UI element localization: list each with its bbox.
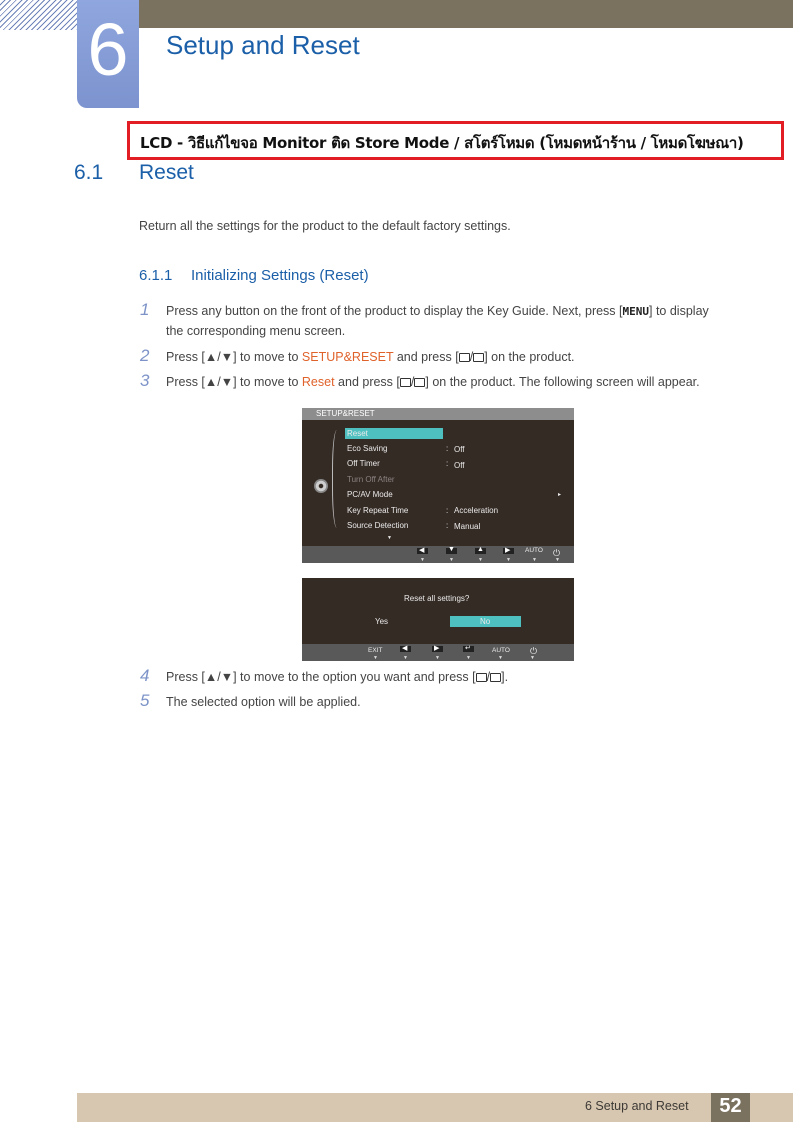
osd-menu-header-label: SETUP&RESET (316, 409, 375, 418)
arrow-down-icon: ▼ (403, 655, 408, 661)
arrow-down-icon: ▼ (373, 655, 378, 661)
arrow-down-icon: ▼ (555, 557, 560, 563)
corner-hatch (0, 0, 78, 30)
power-icon: ⏻ (530, 646, 538, 656)
down-button-icon: ▼ (446, 548, 457, 554)
source-button-icon (476, 673, 487, 682)
arrow-down-icon: ▼ (466, 655, 471, 661)
gear-icon (314, 479, 328, 493)
section-intro: Return all the settings for the product to the default factory settings. (139, 219, 511, 233)
step-text: the corresponding menu screen. (166, 324, 346, 338)
top-bar (78, 0, 793, 28)
no-option: No (480, 617, 491, 626)
osd-menu-item: Off Timer (347, 459, 380, 468)
step-text-part: / (486, 670, 491, 684)
osd-menu-item: Reset (347, 429, 368, 438)
yes-option: Yes (375, 617, 389, 626)
chapter-tab (77, 0, 139, 108)
arrow-down-icon: ▼ (498, 655, 503, 661)
source-button-icon (459, 353, 470, 362)
step-text-part: and press [ (334, 375, 400, 389)
page-number: 52 (719, 1095, 742, 1117)
step-text-part: Press [▲/▼] to move to the option you want and press [ (166, 670, 476, 684)
step-text-part: Press [▲/▼] to move to (166, 350, 302, 364)
chapter-title: Setup and Reset (166, 30, 360, 60)
step-number: 3 (140, 371, 150, 390)
step-text (166, 372, 700, 392)
power-icon: ⏻ (553, 548, 561, 558)
auto-button-label: AUTO (492, 647, 510, 654)
arrow-down-icon: ▼ (506, 557, 511, 563)
osd-menu-header (302, 408, 574, 420)
dialog-question: Reset all settings? (404, 594, 470, 603)
step-number: 1 (140, 300, 150, 319)
osd-menu-value: Manual (454, 522, 481, 531)
arrow-down-icon: ▼ (530, 655, 535, 661)
step-text-part: / (469, 350, 474, 364)
osd-colon: : (446, 521, 449, 530)
arrow-down-icon: ▼ (532, 557, 537, 563)
enter-button-icon (473, 353, 484, 362)
up-button-icon: ▲ (475, 548, 486, 554)
right-button-icon: ▶ (432, 646, 443, 652)
arrow-down-icon: ▼ (449, 557, 454, 563)
step-text-part: ] on the product. (484, 350, 575, 364)
chapter-number: 6 (87, 8, 129, 91)
enter-button-icon (414, 378, 425, 387)
osd-colon: : (446, 444, 449, 453)
osd-colon: : (446, 459, 449, 468)
step-text-part: and press [ (393, 350, 459, 364)
more-down-icon: ▼ (387, 535, 392, 541)
left-button-icon: ◀ (400, 646, 411, 652)
enter-button-icon: ↵ (463, 646, 474, 652)
arrow-down-icon: ▼ (435, 655, 440, 661)
highlight-term: Reset (301, 375, 335, 389)
step-text (166, 347, 575, 367)
left-button-icon: ◀ (417, 548, 428, 554)
source-button-icon (400, 378, 411, 387)
section-number: 6.1 (74, 161, 104, 184)
step-text (166, 667, 508, 687)
osd-colon: : (446, 506, 449, 515)
osd-menu-item: Eco Saving (347, 444, 388, 453)
osd-menu-value: Off (454, 445, 465, 454)
osd-reset-dialog (302, 578, 574, 661)
step-text (166, 301, 709, 322)
osd-menu-item-disabled: Turn Off After (347, 475, 395, 484)
step-text-part: Press [▲/▼] to move to (166, 375, 302, 389)
subsection-number: 6.1.1 (139, 267, 173, 284)
arrow-down-icon: ▼ (478, 557, 483, 563)
step-number: 4 (140, 666, 150, 685)
subsection-title: Initializing Settings (Reset) (191, 267, 369, 284)
osd-arc (332, 430, 344, 528)
right-button-icon: ▶ (503, 548, 514, 554)
step-text-part: / (410, 375, 415, 389)
step-text-part: ] on the product. The following screen will appear. (425, 375, 700, 389)
step-text-part: ]. (501, 670, 509, 684)
osd-menu-item: Source Detection (347, 521, 409, 530)
enter-button-icon (490, 673, 501, 682)
step-text: The selected option will be applied. (166, 695, 361, 709)
osd-menu-item: PC/AV Mode (347, 490, 393, 499)
auto-button-label: AUTO (525, 547, 543, 554)
step-text-part: Press any button on the front of the product to display the Key Guide. Next, press [ (166, 304, 623, 318)
section-title: Reset (139, 161, 194, 184)
step-number: 5 (140, 691, 150, 710)
submenu-arrow-icon: ▸ (558, 492, 562, 498)
osd-menu-item: Key Repeat Time (347, 506, 409, 515)
footer-label: 6 Setup and Reset (585, 1099, 689, 1113)
banner-text: LCD - วิธีแก้ไขจอ Monitor ติด Store Mode / สโตร์โหมด (โหมดหน้าร้าน / โหมดโฆษณา) (140, 134, 744, 152)
highlight-term: SETUP&RESET (301, 350, 394, 364)
osd-menu-value: Acceleration (454, 506, 499, 515)
osd-menu-value: Off (454, 461, 465, 470)
step-number: 2 (140, 346, 150, 365)
step-text-part: ] to display (649, 304, 709, 318)
menu-key-icon: MENU (622, 305, 650, 318)
exit-button-label: EXIT (368, 647, 383, 654)
arrow-down-icon: ▼ (420, 557, 425, 563)
